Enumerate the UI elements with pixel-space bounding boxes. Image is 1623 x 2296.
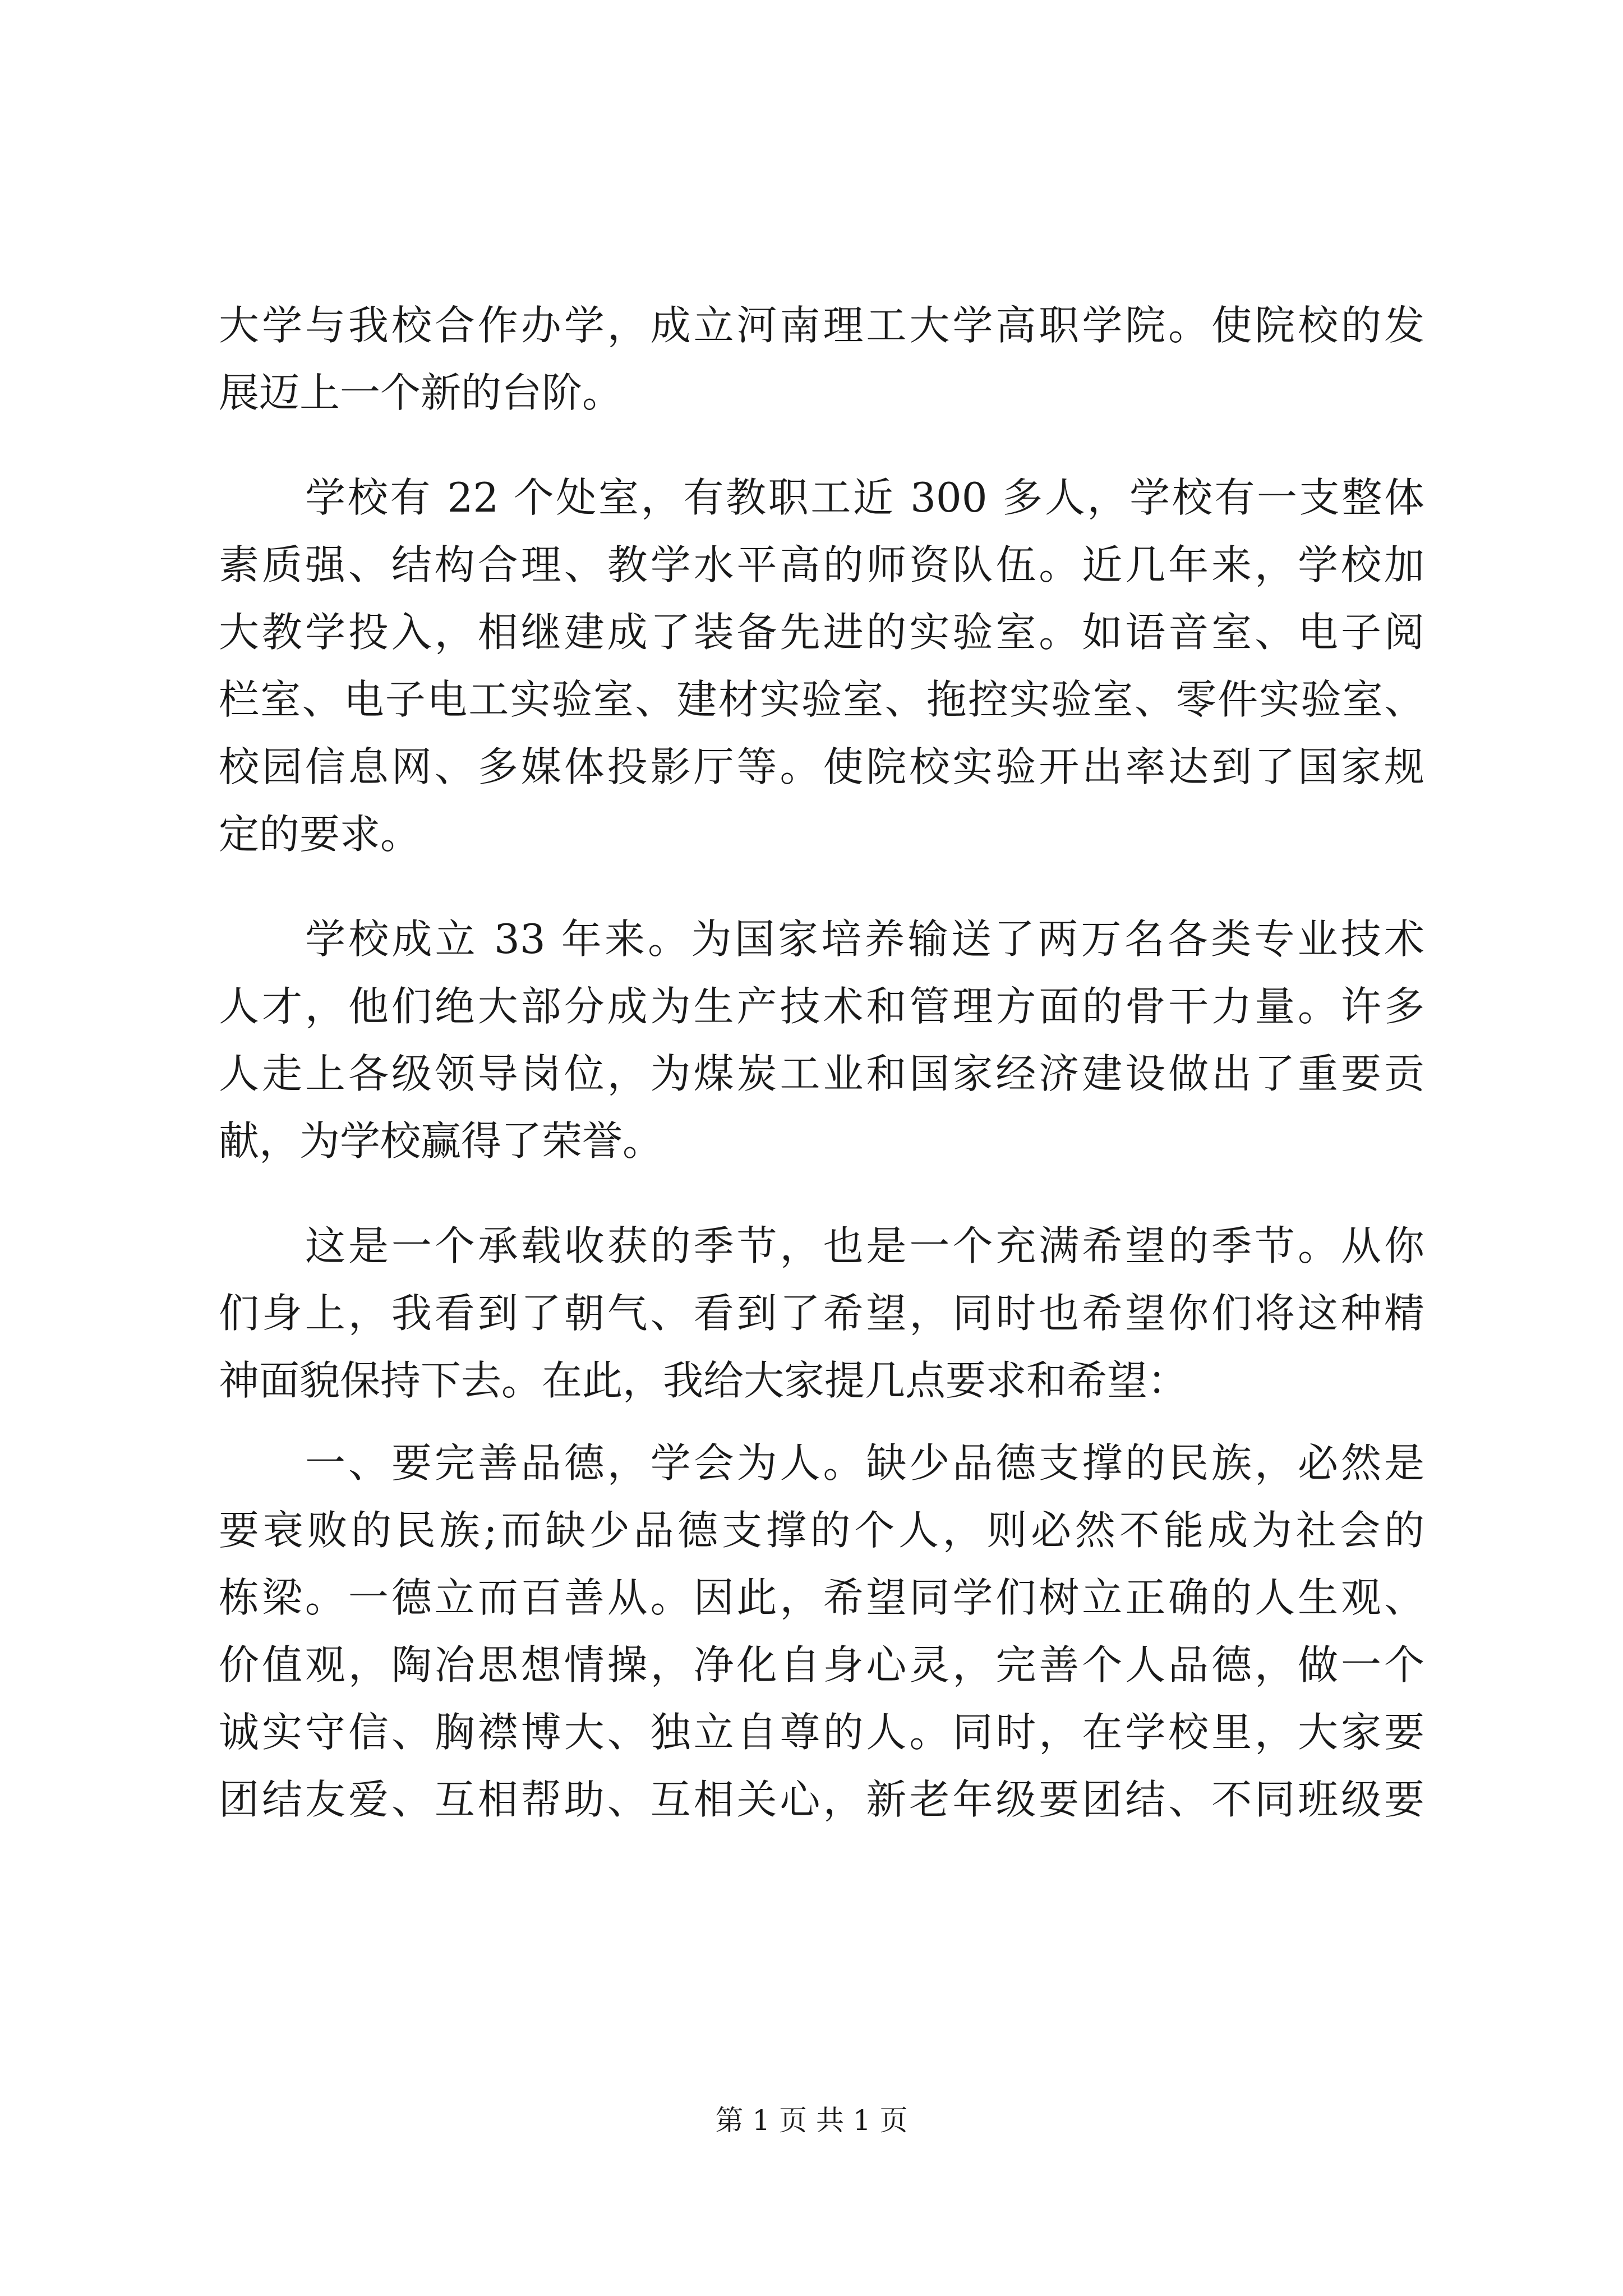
text-line-19: 价值观，陶冶思想情操，净化自身心灵，完善个人品德，做一个 xyxy=(219,1641,1424,1688)
text-line-21: 团结友爱、互相帮助、互相关心，新老年级要团结、不同班级要 xyxy=(219,1776,1424,1823)
text-line-14: 们身上，我看到了朝气、看到了希望，同时也希望你们将这种精 xyxy=(219,1290,1424,1337)
text-line-20: 诚实守信、胸襟博大、独立自尊的人。同时，在学校里，大家要 xyxy=(219,1709,1424,1756)
text-line-13: 这是一个承载收获的季节，也是一个充满希望的季节。从你 xyxy=(305,1222,1424,1269)
text-line-16: 一、要完善品德，学会为人。缺少品德支撑的民族，必然是 xyxy=(305,1439,1424,1487)
text-line-10: 人才，他们绝大部分成为生产技术和管理方面的骨干力量。许多 xyxy=(219,983,1424,1030)
text-line-9: 学校成立 33 年来。为国家培养输送了两万名各类专业技术 xyxy=(305,915,1424,963)
text-line-3: 学校有 22 个处室，有教职工近 300 多人，学校有一支整体 xyxy=(305,474,1424,521)
page-footer: 第 1 页 共 1 页 xyxy=(715,2104,908,2137)
text-line-15: 神面貌保持下去。在此，我给大家提几点要求和希望： xyxy=(219,1357,1188,1404)
text-line-6: 栏室、电子电工实验室、建材实验室、拖控实验室、零件实验室、 xyxy=(219,676,1424,723)
text-line-4: 素质强、结构合理、教学水平高的师资队伍。近几年来，学校加 xyxy=(219,541,1424,588)
text-line-7: 校园信息网、多媒体投影厅等。使院校实验开出率达到了国家规 xyxy=(219,743,1424,790)
text-line-5: 大教学投入，相继建成了装备先进的实验室。如语音室、电子阅 xyxy=(219,609,1424,656)
text-line-18: 栋梁。一德立而百善从。因此，希望同学们树立正确的人生观、 xyxy=(219,1574,1424,1621)
text-line-17: 要衰败的民族;而缺少品德支撑的个人，则必然不能成为社会的 xyxy=(219,1507,1424,1554)
text-line-11: 人走上各级领导岗位，为煤炭工业和国家经济建设做出了重要贡 xyxy=(219,1050,1424,1097)
text-line-2: 展迈上一个新的台阶。 xyxy=(219,369,623,416)
text-line-12: 献，为学校赢得了荣誉。 xyxy=(219,1117,663,1165)
text-line-8: 定的要求。 xyxy=(219,811,421,858)
text-line-1: 大学与我校合作办学，成立河南理工大学高职学院。使院校的发 xyxy=(219,302,1424,349)
